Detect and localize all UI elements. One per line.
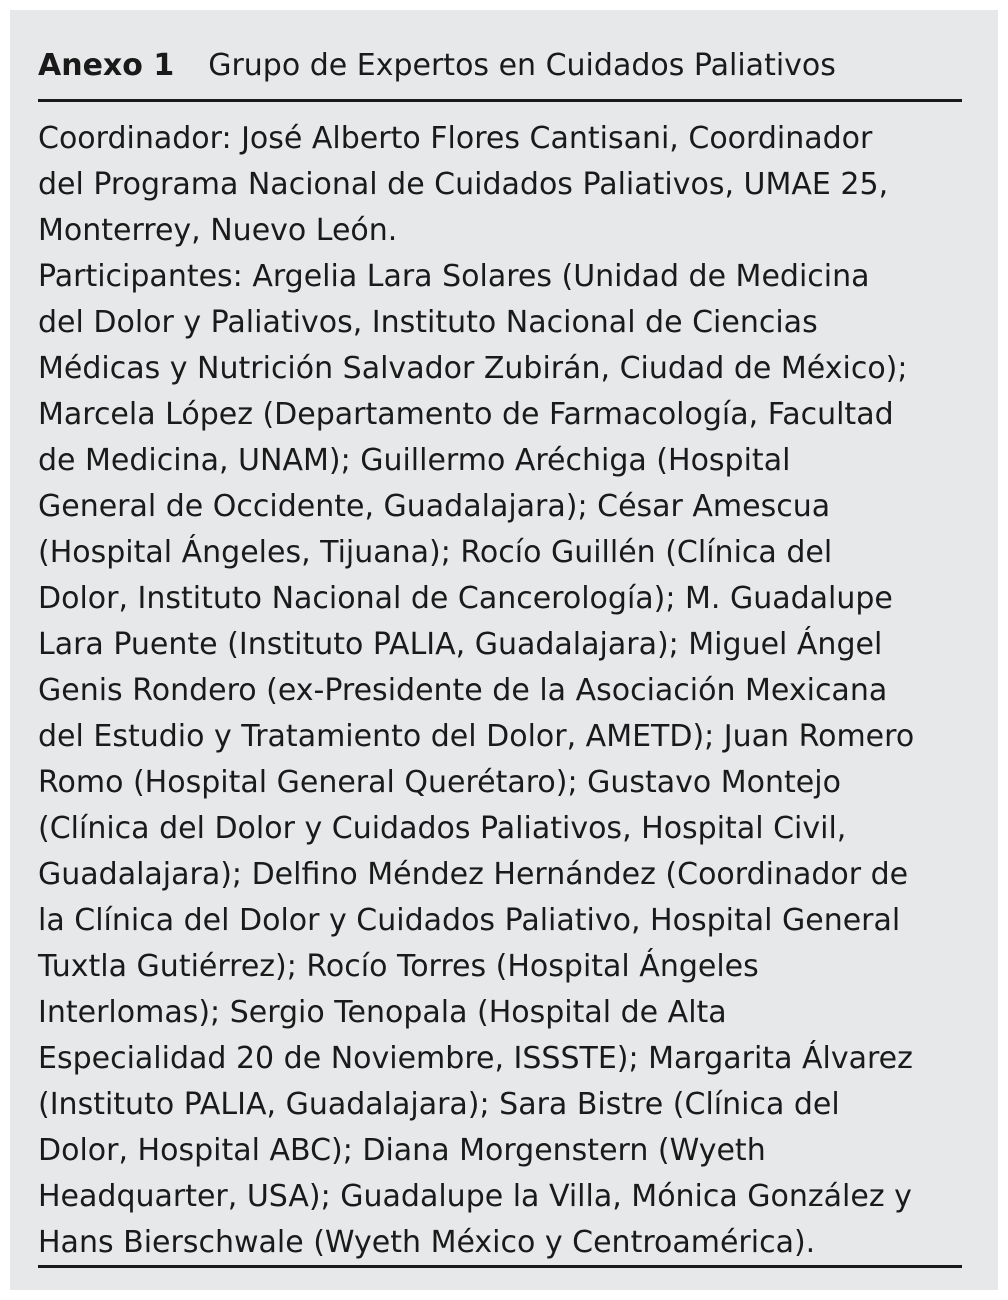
text-line: General de Occidente, Guadalajara); César Amescua (38, 489, 831, 524)
text-line: Especialidad 20 de Noviembre, ISSSTE); Margarita Álvarez (38, 1041, 913, 1076)
text-line: del Programa Nacional de Cuidados Paliativos, UMAE 25, (38, 167, 889, 202)
text-line: Dolor, Hospital ABC); Diana Morgenstern (Wyeth (38, 1133, 766, 1168)
annex-title: Grupo de Expertos en Cuidados Paliativos (208, 47, 836, 83)
text-line: Guadalajara); Delfino Méndez Hernández (Coordinador de (38, 857, 909, 892)
text-line: Genis Rondero (ex-Presidente de la Asociación Mexicana (38, 673, 888, 708)
text-line: (Hospital Ángeles, Tijuana); Rocío Guillén (Clínica del (38, 535, 833, 570)
footer-rule (38, 1265, 962, 1268)
text-line: Lara Puente (Instituto PALIA, Guadalajara); Miguel Ángel (38, 627, 883, 662)
text-line: de Medicina, UNAM); Guillermo Aréchiga (Hospital (38, 443, 791, 478)
text-line: Médicas y Nutrición Salvador Zubirán, Ciudad de México); (38, 351, 908, 386)
text-line: Coordinador: José Alberto Flores Cantisani, Coordinador (38, 121, 873, 156)
header-rule (38, 99, 962, 102)
annex-panel (10, 10, 998, 1290)
text-line: (Clínica del Dolor y Cuidados Paliativos, Hospital Civil, (38, 811, 847, 846)
text-line: Headquarter, USA); Guadalupe la Villa, Mónica González y (38, 1179, 912, 1214)
text-line: Participantes: Argelia Lara Solares (Unidad de Medicina (38, 259, 870, 294)
text-line: (Instituto PALIA, Guadalajara); Sara Bistre (Clínica del (38, 1087, 840, 1122)
annex-body (38, 116, 968, 1266)
text-line: Dolor, Instituto Nacional de Cancerología); M. Guadalupe (38, 581, 893, 616)
text-line: Monterrey, Nuevo León. (38, 213, 398, 248)
annex-header (38, 40, 962, 90)
text-line: Interlomas); Sergio Tenopala (Hospital de Alta (38, 995, 727, 1030)
text-line: Tuxtla Gutiérrez); Rocío Torres (Hospital Ángeles (38, 949, 759, 984)
text-line: del Estudio y Tratamiento del Dolor, AMETD); Juan Romero (38, 719, 915, 754)
text-line: Romo (Hospital General Querétaro); Gustavo Montejo (38, 765, 841, 800)
annex-label: Anexo 1 (38, 47, 175, 83)
text-line: Marcela López (Departamento de Farmacología, Facultad (38, 397, 894, 432)
text-line: Hans Bierschwale (Wyeth México y Centroamérica). (38, 1225, 816, 1260)
text-line: del Dolor y Paliativos, Instituto Nacional de Ciencias (38, 305, 818, 340)
text-line: la Clínica del Dolor y Cuidados Paliativo, Hospital General (38, 903, 901, 938)
